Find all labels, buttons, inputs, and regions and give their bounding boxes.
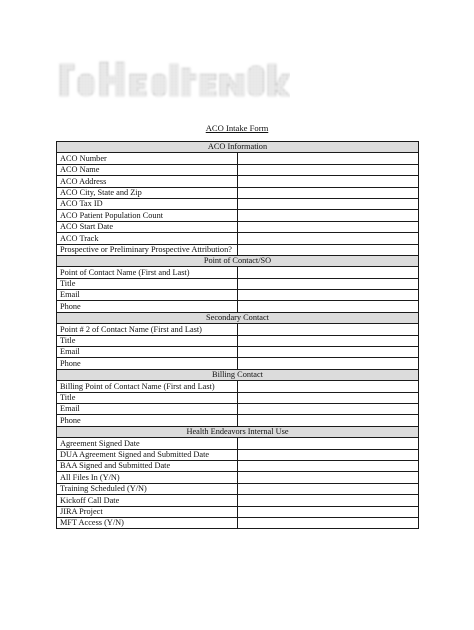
field-value-aco-track[interactable] bbox=[238, 233, 419, 244]
field-value-billing-name[interactable] bbox=[238, 381, 419, 392]
form-row bbox=[57, 233, 419, 244]
form-row bbox=[57, 176, 419, 187]
field-label: ACO Track bbox=[57, 233, 238, 244]
field-label: Phone bbox=[57, 301, 238, 312]
field-value-mft-access[interactable] bbox=[238, 517, 419, 528]
blurred-logo-mark-icon bbox=[54, 56, 290, 106]
field-label: ACO Start Date bbox=[57, 221, 238, 232]
field-label: Title bbox=[57, 278, 238, 289]
section-heading: Health Endeavors Internal Use bbox=[57, 426, 419, 437]
field-label: Email bbox=[57, 403, 238, 414]
field-value-billing-email[interactable] bbox=[238, 403, 419, 414]
form-row bbox=[57, 347, 419, 358]
section-heading: Billing Contact bbox=[57, 369, 419, 380]
section-header-aco-information bbox=[57, 142, 419, 153]
field-label: DUA Agreement Signed and Submitted Date bbox=[57, 449, 238, 460]
form-row bbox=[57, 403, 419, 414]
form-row bbox=[57, 335, 419, 346]
field-value-aco-name[interactable] bbox=[238, 164, 419, 175]
field-value-billing-phone[interactable] bbox=[238, 415, 419, 426]
field-value-aco-number[interactable] bbox=[238, 153, 419, 164]
field-value-secondary-name[interactable] bbox=[238, 324, 419, 335]
field-value-secondary-email[interactable] bbox=[238, 347, 419, 358]
section-header-point-of-contact bbox=[57, 255, 419, 266]
form-row bbox=[57, 472, 419, 483]
field-label: Agreement Signed Date bbox=[57, 438, 238, 449]
intake-form-table bbox=[56, 141, 419, 529]
form-row bbox=[57, 301, 419, 312]
field-label: Prospective or Preliminary Prospective Attribution? bbox=[57, 244, 238, 255]
company-logo bbox=[54, 56, 290, 106]
form-row bbox=[57, 267, 419, 278]
form-row bbox=[57, 392, 419, 403]
field-label: Phone bbox=[57, 415, 238, 426]
field-value-kickoff-call-date[interactable] bbox=[238, 495, 419, 506]
field-value-poc-phone[interactable] bbox=[238, 301, 419, 312]
field-label: MFT Access (Y/N) bbox=[57, 517, 238, 528]
form-row bbox=[57, 460, 419, 471]
field-label: Point of Contact Name (First and Last) bbox=[57, 267, 238, 278]
field-value-training-scheduled[interactable] bbox=[238, 483, 419, 494]
field-label: ACO City, State and Zip bbox=[57, 187, 238, 198]
form-row bbox=[57, 244, 419, 255]
section-heading: Point of Contact/SO bbox=[57, 255, 419, 266]
form-row bbox=[57, 324, 419, 335]
field-label: ACO Tax ID bbox=[57, 198, 238, 209]
field-label: All Files In (Y/N) bbox=[57, 472, 238, 483]
form-row bbox=[57, 415, 419, 426]
form-title: ACO Intake Form bbox=[205, 123, 269, 133]
field-label: Title bbox=[57, 392, 238, 403]
field-label: ACO Patient Population Count bbox=[57, 210, 238, 221]
form-row bbox=[57, 506, 419, 517]
field-value-jira-project[interactable] bbox=[238, 506, 419, 517]
form-row bbox=[57, 187, 419, 198]
field-value-baa-signed-date[interactable] bbox=[238, 460, 419, 471]
field-value-dua-signed-date[interactable] bbox=[238, 449, 419, 460]
section-heading: ACO Information bbox=[57, 142, 419, 153]
field-label: ACO Number bbox=[57, 153, 238, 164]
field-value-poc-title[interactable] bbox=[238, 278, 419, 289]
field-value-secondary-title[interactable] bbox=[238, 335, 419, 346]
form-row bbox=[57, 290, 419, 301]
form-row bbox=[57, 153, 419, 164]
form-row bbox=[57, 381, 419, 392]
form-row bbox=[57, 210, 419, 221]
section-header-secondary-contact bbox=[57, 312, 419, 323]
field-label: Point # 2 of Contact Name (First and Last) bbox=[57, 324, 238, 335]
form-row bbox=[57, 164, 419, 175]
field-value-aco-start-date[interactable] bbox=[238, 221, 419, 232]
field-label: ACO Name bbox=[57, 164, 238, 175]
form-row bbox=[57, 495, 419, 506]
form-row bbox=[57, 278, 419, 289]
field-value-all-files-in[interactable] bbox=[238, 472, 419, 483]
field-value-agreement-signed-date[interactable] bbox=[238, 438, 419, 449]
field-value-aco-tax-id[interactable] bbox=[238, 198, 419, 209]
section-header-internal-use bbox=[57, 426, 419, 437]
form-row bbox=[57, 483, 419, 494]
field-label: ACO Address bbox=[57, 176, 238, 187]
field-value-poc-name[interactable] bbox=[238, 267, 419, 278]
form-row bbox=[57, 449, 419, 460]
field-value-attribution[interactable] bbox=[238, 244, 419, 255]
field-label: Training Scheduled (Y/N) bbox=[57, 483, 238, 494]
field-value-aco-city-state-zip[interactable] bbox=[238, 187, 419, 198]
field-label: Title bbox=[57, 335, 238, 346]
form-row bbox=[57, 358, 419, 369]
form-row bbox=[57, 198, 419, 209]
field-value-secondary-phone[interactable] bbox=[238, 358, 419, 369]
form-row bbox=[57, 438, 419, 449]
form-row bbox=[57, 221, 419, 232]
field-label: Phone bbox=[57, 358, 238, 369]
field-label: Email bbox=[57, 290, 238, 301]
field-label: JIRA Project bbox=[57, 506, 238, 517]
field-label: BAA Signed and Submitted Date bbox=[57, 460, 238, 471]
field-value-aco-address[interactable] bbox=[238, 176, 419, 187]
section-header-billing-contact bbox=[57, 369, 419, 380]
form-row bbox=[57, 517, 419, 528]
field-value-poc-email[interactable] bbox=[238, 290, 419, 301]
section-heading: Secondary Contact bbox=[57, 312, 419, 323]
field-label: Kickoff Call Date bbox=[57, 495, 238, 506]
field-value-aco-patient-population-count[interactable] bbox=[238, 210, 419, 221]
field-label: Email bbox=[57, 347, 238, 358]
field-label: Billing Point of Contact Name (First and Last) bbox=[57, 381, 238, 392]
field-value-billing-title[interactable] bbox=[238, 392, 419, 403]
